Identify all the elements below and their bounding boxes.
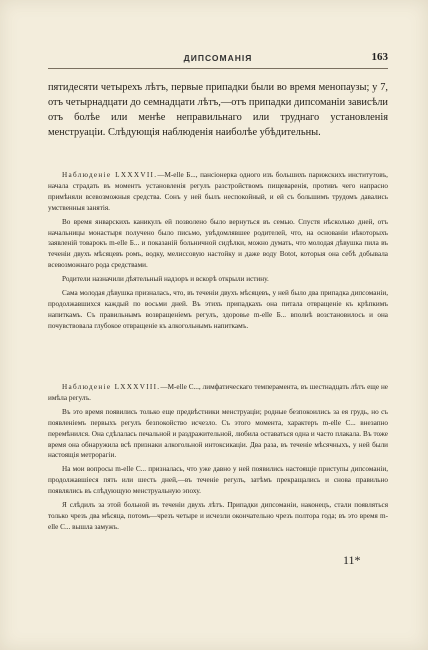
observation-87-p1	[48, 170, 388, 214]
observation-87-p3: Родители назначили дѣятельный надзоръ и вскорѣ открыли истину.	[62, 275, 269, 284]
observation-87-label: Наблюденіе LXXXVII.	[62, 171, 158, 179]
observation-88-label: Наблюденіе LXXXVIII.	[62, 383, 161, 391]
signature-mark: 11*	[343, 553, 361, 567]
observation-88	[48, 382, 388, 533]
observation-87	[48, 170, 388, 332]
intro-paragraph: пятидесяти четырехъ лѣтъ, первые припадки были во время менопаузы; у 7, отъ четырнадцати до семнадцати лѣтъ,—отъ припадки дипсоманіи зависѣли отъ болѣе или менѣе неправильнаго или труднаго установленія менструаціи. Слѣдующія наблюденія наиболѣе убѣдительны.	[48, 82, 388, 139]
observation-88-text: —M-elle С..., лимфатическаго темперамента, въ шестнадцать лѣтъ еще не имѣла регулъ.	[48, 383, 389, 402]
observation-87-p2: Во время январскихъ каникулъ ей позволено было вернуться въ семью. Спустя нѣсколько дней, отъ начальницы монастыря получено было письмо, увѣдомлявшее родителей, что, на основаніи нѣкоторыхъ заявленій товарокъ m-elle Б... и показаній больничной сидѣлки, можно думать, что молодая дѣвушка пила въ теченіи двухъ мѣсяцевъ ромъ, водку, мелиссовую настойку и даже воду Botot, которыя она себѣ добывала всевозможнаго рода средствами.	[48, 217, 388, 270]
header-rule	[48, 68, 388, 69]
observation-87-text: —M-elle Б..., пансіонерка одного изъ большихъ парижскихъ институтовъ, начала страдать въ моментъ установленія регулъ разстройствомъ пищеваренія, противъ чего напрасно примѣняли всевозможныя средства. Сонъ у ней былъ неспокойный, и ей съ большимъ трудомъ давались умственныя занятія.	[48, 171, 388, 212]
page-header	[48, 53, 388, 67]
observation-87-p4: Сама молодая дѣвушка призналась, что, въ теченіи двухъ мѣсяцевъ, у ней было два припадка дипсоманіи, продолжавшихся каждый по восьми дней. Въ этихъ припадкахъ она питала отвращеніе къ крѣпкимъ напиткамъ. Съ правильнымъ возвращеніемъ регулъ, здоровье m-elle Б... вполнѣ возстановилось и она почувствовала глубокое отвращеніе къ алкогольнымъ напиткамъ.	[48, 289, 388, 330]
observation-88-p3: На мои вопросы m-elle С... призналась, что уже давно у ней появились настоящіе приступы дипсоманіи, продолжавшіеся пять или шесть дней,—въ теченіе регулъ, затѣмъ прекращались и снова правильно появлялись въ слѣдующую менструальную эпоху.	[48, 465, 388, 496]
observation-88-p2: Въ это время появились только еще предвѣстники менструаціи; родные безпокоились за ея грудь, но съ появленіемъ первыхъ регулъ безпокойство исчезло. Съ этого момента, характеръ m-elle С... внезапно перемѣнился. Она сдѣлалась печальной и раздражительной, любила оставаться одна и часто плакала. Въ тоже время она обнаружила всѣ признаки алкогольной интоксикаціи. Два раза, въ теченіе мѣсячныхъ, у ней были настоящія метрорагіи.	[48, 407, 388, 460]
running-title: ДИПСОМАНІЯ	[183, 53, 253, 63]
page-number: 163	[371, 51, 388, 63]
observation-88-p1	[48, 382, 388, 404]
observation-88-p4: Я слѣдилъ за этой больной въ теченіи двухъ лѣтъ. Припадки дипсоманіи, наконецъ, стали появляться только чрезъ два мѣсяца, потомъ—чрезъ четыре и исчезли окончательно чрезъ полтора года; въ это время m-elle С... вышла замужъ.	[48, 501, 388, 531]
intro-section	[48, 80, 388, 140]
